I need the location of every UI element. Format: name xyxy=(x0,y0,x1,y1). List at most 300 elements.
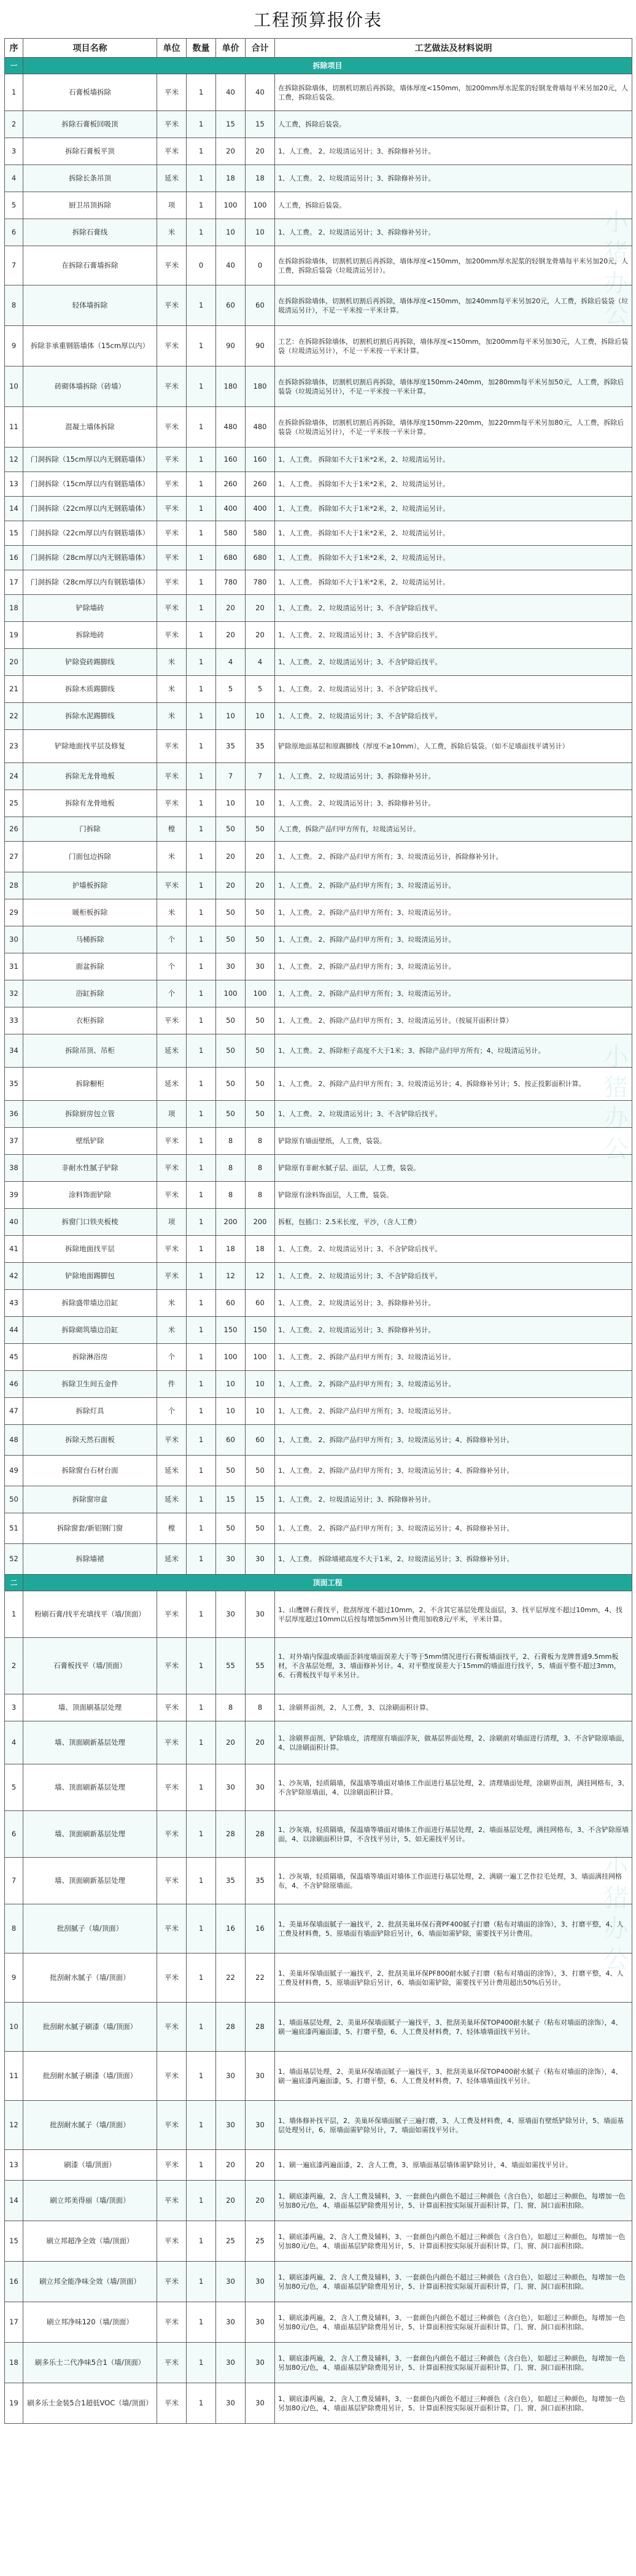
cell-unit-price: 400 xyxy=(216,497,246,521)
cell-total: 30 xyxy=(246,1764,275,1811)
cell-index: 2 xyxy=(5,111,23,138)
table-row xyxy=(5,1858,632,1904)
cell-unit-price: 150 xyxy=(216,1317,246,1344)
cell-unit: 件 xyxy=(157,1371,187,1398)
cell-description: 1、人工费。 2、垃圾清运另计；3、拆除修补另计。 xyxy=(275,1486,632,1513)
cell-item-name: 石膏板墙拆除 xyxy=(23,74,157,111)
cell-index: 49 xyxy=(5,1456,23,1486)
cell-description: 1、人工费。 2、拆除产品归甲方所有；3、垃圾清运另计。 xyxy=(275,899,632,926)
table-row xyxy=(5,326,632,367)
cell-unit-price: 50 xyxy=(216,1034,246,1068)
cell-unit-price: 200 xyxy=(216,1209,246,1236)
cell-item-name: 刷立邦全能净味全效（墙/顶面） xyxy=(23,2262,157,2302)
table-row xyxy=(5,953,632,980)
cell-unit-price: 20 xyxy=(216,2150,246,2181)
cell-unit: 平米 xyxy=(157,74,187,111)
cell-index: 9 xyxy=(5,326,23,367)
cell-unit-price: 50 xyxy=(216,1101,246,1128)
cell-unit-price: 780 xyxy=(216,570,246,595)
cell-total: 260 xyxy=(246,472,275,497)
cell-description: 1、人工费。 2、垃圾清运另计；3、拆除修补另计。 xyxy=(275,1290,632,1317)
cell-total: 4 xyxy=(246,649,275,676)
cell-quantity: 1 xyxy=(187,165,216,192)
cell-quantity: 1 xyxy=(187,2262,216,2302)
table-row xyxy=(5,2302,632,2343)
table-row xyxy=(5,1236,632,1263)
cell-index: 45 xyxy=(5,1344,23,1371)
cell-quantity: 1 xyxy=(187,472,216,497)
cell-unit: 项 xyxy=(157,192,187,219)
cell-unit-price: 30 xyxy=(216,2052,246,2101)
cell-total: 100 xyxy=(246,1344,275,1371)
cell-quantity: 1 xyxy=(187,570,216,595)
cell-index: 17 xyxy=(5,570,23,595)
cell-unit: 平米 xyxy=(157,622,187,649)
cell-description: 1、刷底漆两遍，2、含人工费及辅料，3、一套颜色内颜色不超过三种颜色（含白色），如超过三种颜色，每增加一色另加80元/色，4、墙面基层铲除费用另计，5、计算面积按实际展开面积计算，门、窗、洞口面积扣除。 xyxy=(275,2221,632,2262)
cell-unit-price: 8 xyxy=(216,1182,246,1209)
cell-quantity: 1 xyxy=(187,1034,216,1068)
table-row xyxy=(5,1764,632,1811)
table-row xyxy=(5,448,632,472)
cell-description: 1、人工费。 2、垃圾清运另计；3、拆除修补另计。 xyxy=(275,165,632,192)
cell-total: 30 xyxy=(246,2262,275,2302)
cell-unit: 米 xyxy=(157,219,187,246)
cell-quantity: 1 xyxy=(187,1486,216,1513)
cell-index: 44 xyxy=(5,1317,23,1344)
table-row xyxy=(5,285,632,326)
cell-quantity: 1 xyxy=(187,546,216,570)
cell-total: 35 xyxy=(246,1858,275,1904)
header-quantity: 数量 xyxy=(187,39,216,58)
cell-unit-price: 30 xyxy=(216,2262,246,2302)
cell-unit-price: 28 xyxy=(216,2003,246,2052)
cell-item-name: 墙、顶面刷新基层处理 xyxy=(23,1811,157,1858)
cell-total: 60 xyxy=(246,1290,275,1317)
cell-item-name: 拆除厨房包立管 xyxy=(23,1101,157,1128)
cell-unit: 平米 xyxy=(157,2262,187,2302)
cell-item-name: 墙、顶面刷基层处理 xyxy=(23,1694,157,1721)
cell-index: 9 xyxy=(5,1953,23,2003)
cell-quantity: 1 xyxy=(187,2343,216,2383)
cell-unit-price: 4 xyxy=(216,649,246,676)
cell-quantity: 1 xyxy=(187,595,216,622)
cell-item-name: 批刮耐水腻子（墙/顶面） xyxy=(23,1953,157,2003)
cell-unit: 平米 xyxy=(157,872,187,899)
budget-table xyxy=(4,38,632,2424)
table-row xyxy=(5,649,632,676)
header-unit-price: 单价 xyxy=(216,39,246,58)
cell-description: 在拆除拆除墙体，切割机切割后再拆除，墙体厚度<150mm，加240mm每平米另加20元，人工费，拆除后装袋（垃圾清运另计），不足一平米按一平米计算。 xyxy=(275,285,632,326)
cell-item-name: 砖砌体墙拆除（砖墙） xyxy=(23,367,157,407)
cell-quantity: 1 xyxy=(187,285,216,326)
cell-unit-price: 55 xyxy=(216,1638,246,1694)
cell-total: 10 xyxy=(246,703,275,730)
cell-description: 1、人工费。 2、垃圾清运另计；3、不含铲除后找平。 xyxy=(275,595,632,622)
cell-total: 18 xyxy=(246,1236,275,1263)
cell-unit-price: 50 xyxy=(216,817,246,842)
cell-index: 34 xyxy=(5,1034,23,1068)
cell-total: 30 xyxy=(246,2101,275,2150)
cell-index: 18 xyxy=(5,595,23,622)
cell-description: 1、涂刷界面剂，2、人工费，3、以涂刷面积计算。 xyxy=(275,1694,632,1721)
cell-quantity: 1 xyxy=(187,1182,216,1209)
cell-total: 18 xyxy=(246,165,275,192)
table-row xyxy=(5,1513,632,1544)
cell-total: 55 xyxy=(246,1638,275,1694)
cell-item-name: 门洞拆除（15cm厚以内有钢筋墙体） xyxy=(23,472,157,497)
cell-index: 15 xyxy=(5,521,23,546)
cell-unit: 米 xyxy=(157,649,187,676)
cell-description: 1、人工费。 2、垃圾清运另计；3、拆除修补另计。 xyxy=(275,790,632,817)
cell-index: 39 xyxy=(5,1182,23,1209)
cell-total: 35 xyxy=(246,730,275,763)
cell-total: 40 xyxy=(246,74,275,111)
cell-quantity: 1 xyxy=(187,219,216,246)
cell-description: 在拆除拆除墙体，切割机切割后再拆除，墙体厚度<150mm，加200mm厚水泥浆的轻钢龙骨墙每平米另加20元，人工费，拆除后装袋。 xyxy=(275,74,632,111)
cell-index: 13 xyxy=(5,2150,23,2181)
cell-description: 1、沙灰墙，轻质隔墙，保温墙等墙面对墙体工作面进行基层处理，2、墙面基层处理，满挂网格布，3、不含铲除原墙面，4、以涂刷面积计算，不含找平另计，5、如无需找平另计。 xyxy=(275,1811,632,1858)
cell-quantity: 1 xyxy=(187,926,216,953)
cell-index: 29 xyxy=(5,899,23,926)
cell-quantity: 1 xyxy=(187,622,216,649)
table-row xyxy=(5,1101,632,1128)
cell-quantity: 1 xyxy=(187,1721,216,1764)
cell-index: 43 xyxy=(5,1290,23,1317)
cell-total: 100 xyxy=(246,980,275,1007)
cell-item-name: 拆除石膏线 xyxy=(23,219,157,246)
cell-unit: 个 xyxy=(157,1344,187,1371)
table-row xyxy=(5,1591,632,1638)
cell-unit: 平米 xyxy=(157,1694,187,1721)
cell-quantity: 1 xyxy=(187,2302,216,2343)
cell-index: 5 xyxy=(5,1764,23,1811)
cell-quantity: 1 xyxy=(187,1007,216,1034)
table-row xyxy=(5,1209,632,1236)
cell-quantity: 1 xyxy=(187,649,216,676)
cell-unit-price: 30 xyxy=(216,953,246,980)
cell-description: 铲除原有墙面壁纸，人工费，装袋。 xyxy=(275,1128,632,1155)
section-name: 拆除项目 xyxy=(23,58,632,74)
cell-unit-price: 100 xyxy=(216,192,246,219)
cell-unit: 平米 xyxy=(157,285,187,326)
table-row xyxy=(5,817,632,842)
cell-item-name: 批刮耐水腻子刷漆（墙/顶面） xyxy=(23,2003,157,2052)
cell-unit: 延米 xyxy=(157,1456,187,1486)
cell-unit: 个 xyxy=(157,926,187,953)
cell-item-name: 墙、顶面刷新基层处理 xyxy=(23,1858,157,1904)
cell-index: 1 xyxy=(5,74,23,111)
cell-quantity: 1 xyxy=(187,192,216,219)
table-row xyxy=(5,1155,632,1182)
table-row xyxy=(5,1544,632,1575)
cell-unit: 平米 xyxy=(157,1128,187,1155)
cell-description: 1、人工费。 2、垃圾清运另计；3、不含铲除后找平。 xyxy=(275,1236,632,1263)
cell-total: 28 xyxy=(246,1811,275,1858)
cell-index: 47 xyxy=(5,1398,23,1425)
cell-item-name: 拆除石膏板回吸顶 xyxy=(23,111,157,138)
table-row xyxy=(5,1486,632,1513)
cell-item-name: 批刮耐水腻子（墙/顶面） xyxy=(23,2101,157,2150)
cell-index: 17 xyxy=(5,2302,23,2343)
cell-total: 50 xyxy=(246,1456,275,1486)
cell-description: 1、刷底漆两遍，2、含人工费及辅料，3、一套颜色内颜色不超过三种颜色（含白色），如超过三种颜色，每增加一色另加80元/色，4、墙面基层铲除费用另计，5、计算面积按实际展开面积计算，门、窗、洞口面积扣除。 xyxy=(275,2181,632,2221)
cell-quantity: 1 xyxy=(187,2003,216,2052)
cell-item-name: 粉刷石膏/找平充填找平（墙/顶面） xyxy=(23,1591,157,1638)
table-row xyxy=(5,2221,632,2262)
cell-description: 在拆除拆除墙体，切割机切割后再拆除，墙体厚度150mm-240mm，加280mm每平米另加50元，人工费，拆除后装袋（垃圾清运另计），不足一平米按一平米计算。 xyxy=(275,367,632,407)
cell-unit: 米 xyxy=(157,1317,187,1344)
cell-total: 30 xyxy=(246,953,275,980)
cell-total: 50 xyxy=(246,1513,275,1544)
cell-quantity: 1 xyxy=(187,1456,216,1486)
cell-index: 21 xyxy=(5,676,23,703)
cell-unit: 延米 xyxy=(157,1034,187,1068)
cell-index: 16 xyxy=(5,2262,23,2302)
cell-index: 8 xyxy=(5,285,23,326)
cell-item-name: 批刮耐水腻子刷漆（墙/顶面） xyxy=(23,2052,157,2101)
cell-index: 2 xyxy=(5,1638,23,1694)
cell-total: 30 xyxy=(246,1544,275,1575)
cell-description: 人工费，拆除产品归甲方所有，垃圾清运另计。 xyxy=(275,817,632,842)
cell-unit: 平米 xyxy=(157,1007,187,1034)
cell-description: 工艺：在拆除拆除墙体，切割机切割后再拆除，墙体厚度<150mm，加200mm每平米另加30元，人工费，拆除后装袋（垃圾清运另计），不足一平米按一平米计算。 xyxy=(275,326,632,367)
cell-index: 10 xyxy=(5,367,23,407)
cell-total: 50 xyxy=(246,1034,275,1068)
cell-description: 1、山鹰牌石膏找平，批刮厚度不超过10mm，2、不含其它基层处理及面层，3、找平层厚度不超过10mm，4、找平层厚度超过10mm以后按每增加5mm另计费用加收8元/平米，平米计算。 xyxy=(275,1591,632,1638)
cell-quantity: 1 xyxy=(187,1371,216,1398)
cell-total: 160 xyxy=(246,448,275,472)
table-row xyxy=(5,1068,632,1101)
table-row xyxy=(5,842,632,872)
cell-unit: 平米 xyxy=(157,2150,187,2181)
cell-total: 50 xyxy=(246,926,275,953)
cell-total: 8 xyxy=(246,1155,275,1182)
cell-total: 20 xyxy=(246,1721,275,1764)
cell-item-name: 拆除地砖 xyxy=(23,622,157,649)
cell-description: 拆框，包插口：2.5米长度，平沙，（含人工费） xyxy=(275,1209,632,1236)
cell-index: 37 xyxy=(5,1128,23,1155)
cell-unit-price: 20 xyxy=(216,842,246,872)
cell-index: 5 xyxy=(5,192,23,219)
cell-quantity: 1 xyxy=(187,1858,216,1904)
cell-index: 12 xyxy=(5,448,23,472)
cell-unit-price: 10 xyxy=(216,1398,246,1425)
cell-item-name: 轻体墙拆除 xyxy=(23,285,157,326)
cell-total: 50 xyxy=(246,817,275,842)
cell-item-name: 暖柜板拆除 xyxy=(23,899,157,926)
table-body xyxy=(5,58,632,2424)
table-row xyxy=(5,1398,632,1425)
cell-unit-price: 12 xyxy=(216,1263,246,1290)
cell-quantity: 1 xyxy=(187,1344,216,1371)
cell-item-name: 拆除非承重钢筋墙体（15cm厚以内） xyxy=(23,326,157,367)
cell-quantity: 1 xyxy=(187,1694,216,1721)
cell-unit: 樘 xyxy=(157,1513,187,1544)
cell-unit-price: 5 xyxy=(216,676,246,703)
cell-unit: 平米 xyxy=(157,1236,187,1263)
cell-unit: 平米 xyxy=(157,138,187,165)
cell-description: 1、人工费。 2、垃圾清运另计；3、不含铲除后找平。 xyxy=(275,1263,632,1290)
cell-quantity: 1 xyxy=(187,111,216,138)
cell-index: 46 xyxy=(5,1371,23,1398)
cell-total: 580 xyxy=(246,521,275,546)
cell-total: 0 xyxy=(246,246,275,285)
cell-total: 50 xyxy=(246,1068,275,1101)
cell-quantity: 1 xyxy=(187,872,216,899)
cell-description: 1、人工费。 2、拆除产品归甲方所有；3、垃圾清运另计。 xyxy=(275,872,632,899)
cell-unit: 平米 xyxy=(157,790,187,817)
cell-unit-price: 50 xyxy=(216,899,246,926)
cell-description: 1、人工费。 2、拆除产品归甲方所有；3、垃圾清运另计；4、拆除修补另计。 xyxy=(275,1513,632,1544)
table-row xyxy=(5,980,632,1007)
cell-unit-price: 8 xyxy=(216,1155,246,1182)
cell-unit-price: 50 xyxy=(216,1456,246,1486)
cell-unit: 平米 xyxy=(157,326,187,367)
cell-unit: 平米 xyxy=(157,2343,187,2383)
cell-description: 1、人工费。 拆除如不大于1米*2米，2、垃圾清运另计。 xyxy=(275,448,632,472)
cell-item-name: 门洞拆除（22cm厚以内有钢筋墙体） xyxy=(23,521,157,546)
cell-description: 在拆除拆除墙体，切割机切割后再拆除，墙体厚度150mm-220mm，加220mm每平米另加80元，人工费，拆除后装袋（垃圾清运另计），不足一平米按一平米计算。 xyxy=(275,407,632,448)
cell-index: 20 xyxy=(5,649,23,676)
cell-unit-price: 35 xyxy=(216,1858,246,1904)
cell-description: 1、墙面基层处理，2、美巢环保墙面腻子一遍找平，3、批刮美巢环保TOP400耐水腻子（粘布对墙面的涂饰），4、刷一遍底漆两遍面漆，5、打磨平整，6、人工费及材料费，7、轻体墙墙面找平另计。 xyxy=(275,2003,632,2052)
cell-quantity: 1 xyxy=(187,730,216,763)
table-row xyxy=(5,138,632,165)
cell-unit-price: 30 xyxy=(216,1591,246,1638)
cell-unit-price: 160 xyxy=(216,448,246,472)
cell-unit-price: 90 xyxy=(216,326,246,367)
cell-unit-price: 10 xyxy=(216,1371,246,1398)
table-row xyxy=(5,622,632,649)
cell-unit-price: 30 xyxy=(216,1764,246,1811)
cell-item-name: 门拆除 xyxy=(23,817,157,842)
cell-unit-price: 7 xyxy=(216,763,246,790)
cell-unit: 平米 xyxy=(157,1811,187,1858)
cell-item-name: 拆除窗帘盒 xyxy=(23,1486,157,1513)
table-row xyxy=(5,2003,632,2052)
header-item-name: 项目名称 xyxy=(23,39,157,58)
table-row xyxy=(5,703,632,730)
cell-item-name: 门洞拆除（15cm厚以内无钢筋墙体） xyxy=(23,448,157,472)
cell-index: 11 xyxy=(5,407,23,448)
cell-index: 25 xyxy=(5,790,23,817)
cell-item-name: 护墙板拆除 xyxy=(23,872,157,899)
section-index: 一 xyxy=(5,58,23,74)
cell-unit-price: 35 xyxy=(216,730,246,763)
cell-item-name: 非耐水性腻子铲除 xyxy=(23,1155,157,1182)
cell-index: 35 xyxy=(5,1068,23,1101)
cell-quantity: 1 xyxy=(187,817,216,842)
cell-quantity: 1 xyxy=(187,521,216,546)
table-row xyxy=(5,472,632,497)
cell-item-name: 刷多乐士二代净味5合1（墙/顶面） xyxy=(23,2343,157,2383)
cell-total: 480 xyxy=(246,407,275,448)
cell-quantity: 1 xyxy=(187,1068,216,1101)
cell-total: 15 xyxy=(246,1486,275,1513)
cell-item-name: 铲除地面找平层及修复 xyxy=(23,730,157,763)
table-row xyxy=(5,1721,632,1764)
cell-unit: 平米 xyxy=(157,595,187,622)
cell-quantity: 1 xyxy=(187,790,216,817)
cell-quantity: 1 xyxy=(187,326,216,367)
cell-total: 10 xyxy=(246,1398,275,1425)
cell-unit-price: 100 xyxy=(216,1344,246,1371)
cell-unit: 米 xyxy=(157,1290,187,1317)
table-row xyxy=(5,1425,632,1456)
cell-item-name: 刷多乐士金装5合1超低VOC（墙/顶面） xyxy=(23,2383,157,2424)
cell-item-name: 涂料饰面铲除 xyxy=(23,1182,157,1209)
cell-total: 5 xyxy=(246,676,275,703)
cell-quantity: 1 xyxy=(187,899,216,926)
cell-quantity: 1 xyxy=(187,1904,216,1953)
cell-index: 4 xyxy=(5,1721,23,1764)
table-row xyxy=(5,2101,632,2150)
cell-item-name: 拆除橱柜 xyxy=(23,1068,157,1101)
cell-item-name: 拆除长条吊顶 xyxy=(23,165,157,192)
table-row xyxy=(5,676,632,703)
cell-description: 1、刷底漆两遍，2、含人工费及辅料，3、一套颜色内颜色不超过三种颜色（含白色），如超过三种颜色，每增加一色另加80元/色，4、墙面基层铲除费用另计，5、计算面积按实际展开面积计算，门、窗、洞口面积扣除。 xyxy=(275,2343,632,2383)
cell-item-name: 门洞拆除（28cm厚以内无钢筋墙体） xyxy=(23,546,157,570)
cell-item-name: 铲除墙砖 xyxy=(23,595,157,622)
cell-total: 100 xyxy=(246,192,275,219)
cell-quantity: 1 xyxy=(187,703,216,730)
cell-total: 20 xyxy=(246,2181,275,2221)
cell-unit-price: 8 xyxy=(216,1128,246,1155)
cell-description: 1、人工费。 2、垃圾清运另计；3、拆除修补另计。 xyxy=(275,219,632,246)
cell-total: 780 xyxy=(246,570,275,595)
cell-quantity: 1 xyxy=(187,74,216,111)
cell-total: 20 xyxy=(246,872,275,899)
cell-description: 1、人工费。 拆除墙裙高度不大于1米，2、垃圾清运另计；3、拆除修补另计。 xyxy=(275,1544,632,1575)
cell-description: 1、人工费。 2、垃圾清运另计；3、不含铲除后找平。 xyxy=(275,703,632,730)
table-row xyxy=(5,2383,632,2424)
cell-unit-price: 50 xyxy=(216,926,246,953)
cell-item-name: 墙、顶面刷新基层处理 xyxy=(23,1764,157,1811)
cell-unit-price: 15 xyxy=(216,1486,246,1513)
cell-quantity: 1 xyxy=(187,1425,216,1456)
cell-item-name: 在拆除石膏墙拆除 xyxy=(23,246,157,285)
cell-quantity: 1 xyxy=(187,1953,216,2003)
cell-unit: 项 xyxy=(157,1101,187,1128)
cell-item-name: 刷立邦超净全效（墙/顶面） xyxy=(23,2221,157,2262)
cell-description: 1、沙灰墙，轻质隔墙，保温墙等墙面对墙体工作面进行基层处理，2、清理墙面处理，涂刷界面剂，满挂网格布，3、不含铲除原墙面，4、以涂刷面积计算。 xyxy=(275,1764,632,1811)
cell-item-name: 拆除窗台石材台面 xyxy=(23,1456,157,1486)
cell-item-name: 铲除瓷砖踢脚线 xyxy=(23,649,157,676)
cell-index: 30 xyxy=(5,926,23,953)
cell-quantity: 1 xyxy=(187,1638,216,1694)
cell-quantity: 1 xyxy=(187,1398,216,1425)
section-name: 顶面工程 xyxy=(23,1575,632,1591)
cell-unit: 米 xyxy=(157,703,187,730)
cell-index: 6 xyxy=(5,1811,23,1858)
cell-unit-price: 16 xyxy=(216,1904,246,1953)
cell-total: 400 xyxy=(246,497,275,521)
cell-description: 1、美巢环保墙面腻子一遍找平，2、批刮美巢环保石膏PF400腻子打磨（粘布对墙面的涂饰），3、打磨平整，4、人工费及材料费，5、原墙面有墙面铲除后另计，6、墙面如需铲除，需要找平另计费用。 xyxy=(275,1904,632,1953)
cell-index: 52 xyxy=(5,1544,23,1575)
cell-item-name: 浴缸拆除 xyxy=(23,980,157,1007)
cell-unit-price: 20 xyxy=(216,138,246,165)
cell-unit: 个 xyxy=(157,1398,187,1425)
cell-description: 铲除原有涂料饰面层，人工费，装袋。 xyxy=(275,1182,632,1209)
cell-total: 30 xyxy=(246,2302,275,2343)
cell-index: 12 xyxy=(5,2101,23,2150)
table-row xyxy=(5,790,632,817)
cell-quantity: 1 xyxy=(187,1513,216,1544)
cell-description: 1、人工费。 2、垃圾清运另计；3、不含铲除后找平。 xyxy=(275,676,632,703)
cell-unit: 平米 xyxy=(157,2302,187,2343)
cell-quantity: 1 xyxy=(187,763,216,790)
table-row xyxy=(5,2150,632,2181)
